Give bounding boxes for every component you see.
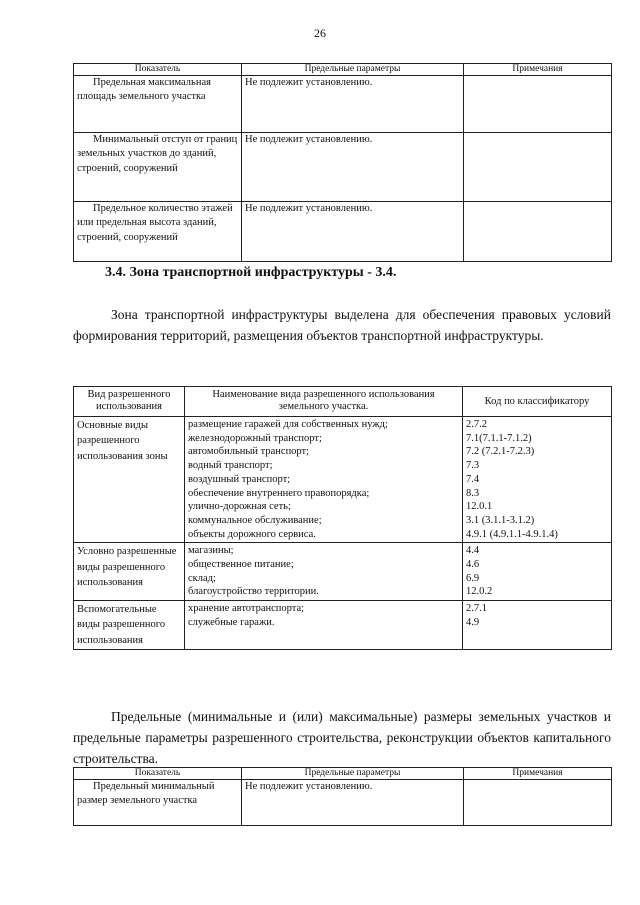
permitted-use-table [73, 386, 612, 650]
list-item: размещение гаражей для собственных нужд; [188, 419, 388, 430]
code-item: 7.3 [466, 460, 480, 472]
limits-paragraph: Предельные (минимальные и (или) максимальные) размеры земельных участков и предельные параметры разрешенного строительства, реконструкции объектов капитального строительства. [73, 709, 611, 766]
header-notes: Примечания [464, 768, 612, 780]
list-item: склад; [188, 572, 216, 584]
table-row [74, 780, 612, 826]
list-item: улично-дорожная сеть; [188, 501, 291, 513]
code-item: 8.3 [466, 487, 480, 499]
code-item: 7.1(7.1.1-7.1.2) [466, 432, 532, 444]
table-header-row [74, 64, 612, 76]
param-cell: Не подлежит установлению. [242, 202, 464, 262]
code-item: 4.6 [466, 559, 480, 571]
param-cell: Не подлежит установлению. [242, 76, 464, 133]
parameters-table-1 [73, 63, 612, 262]
use-names-cell [185, 417, 463, 543]
header-use-kind: Вид разрешенного использования [74, 387, 185, 417]
use-kind-cell: Вспомогательные виды разрешенного использования [74, 601, 185, 650]
use-names-cell [185, 601, 463, 650]
code-item: 12.0.2 [466, 586, 493, 598]
note-cell [464, 780, 612, 826]
note-cell [464, 133, 612, 202]
use-names-cell [185, 543, 463, 601]
list-item: железнодорожный транспорт; [188, 432, 322, 444]
list-item: объекты дорожного сервиса. [188, 528, 316, 540]
header-use-name: Наименование вида разрешенного использования земельного участка. [185, 387, 463, 417]
indicator-cell: Минимальный отступ от границ земельных участков до зданий, строений, сооружений [74, 133, 242, 202]
table-header-row [74, 768, 612, 780]
header-indicator: Показатель [74, 64, 242, 76]
section-heading: 3.4. Зона транспортной инфраструктуры - 3.4. [105, 265, 397, 280]
use-kind-cell: Условно разрешенные виды разрешенного использования [74, 543, 185, 601]
list-item: магазины; [188, 545, 234, 557]
header-code: Код по классификатору [463, 387, 612, 417]
use-kind-cell: Основные виды разрешенного использования зоны [74, 417, 185, 543]
page-number: 26 [314, 26, 326, 40]
note-cell [464, 202, 612, 262]
list-item: хранение автотранспорта; [188, 603, 305, 615]
table-row-main-uses [74, 417, 612, 543]
indicator-cell: Предельное количество этажей или предельная высота зданий, строений, сооружений [74, 202, 242, 262]
code-item: 2.7.1 [466, 603, 487, 615]
code-item: 4.9.1 (4.9.1.1-4.9.1.4) [466, 528, 558, 540]
codes-cell [463, 417, 612, 543]
table-row [74, 202, 612, 262]
param-cell: Не подлежит установлению. [242, 133, 464, 202]
code-item: 7.2 (7.2.1-7.2.3) [466, 446, 535, 458]
indicator-cell: Предельный минимальный размер земельного участка [74, 780, 242, 826]
header-notes: Примечания [464, 64, 612, 76]
note-cell [464, 76, 612, 133]
list-item: водный транспорт; [188, 460, 273, 472]
table-header-row [74, 387, 612, 417]
table-row-auxiliary-uses [74, 601, 612, 650]
header-indicator: Показатель [74, 768, 242, 780]
list-item: автомобильный транспорт; [188, 446, 310, 458]
code-item: 7.4 [466, 473, 480, 485]
intro-paragraph: Зона транспортной инфраструктуры выделена для обеспечения правовых условий формирования территорий, размещения объектов транспортной инфраструктуры. [73, 307, 611, 343]
code-item: 2.7.2 [466, 419, 487, 430]
table-row-conditional-uses [74, 543, 612, 601]
table-row [74, 133, 612, 202]
list-item: воздушный транспорт; [188, 473, 291, 485]
list-item: служебные гаражи. [188, 616, 275, 628]
list-item: коммунальное обслуживание; [188, 514, 322, 526]
list-item: общественное питание; [188, 559, 294, 571]
header-params: Предельные параметры [242, 768, 464, 780]
param-cell: Не подлежит установлению. [242, 780, 464, 826]
indicator-cell: Предельная максимальная площадь земельного участка [74, 76, 242, 133]
list-item: обеспечение внутреннего правопорядка; [188, 487, 370, 499]
code-item: 4.9 [466, 616, 480, 628]
codes-cell [463, 601, 612, 650]
list-item: благоустройство территории. [188, 586, 319, 598]
table-row [74, 76, 612, 133]
code-item: 6.9 [466, 572, 480, 584]
code-item: 3.1 (3.1.1-3.1.2) [466, 514, 535, 526]
parameters-table-2 [73, 767, 612, 826]
code-item: 4.4 [466, 545, 480, 557]
codes-cell [463, 543, 612, 601]
header-params: Предельные параметры [242, 64, 464, 76]
code-item: 12.0.1 [466, 501, 493, 513]
